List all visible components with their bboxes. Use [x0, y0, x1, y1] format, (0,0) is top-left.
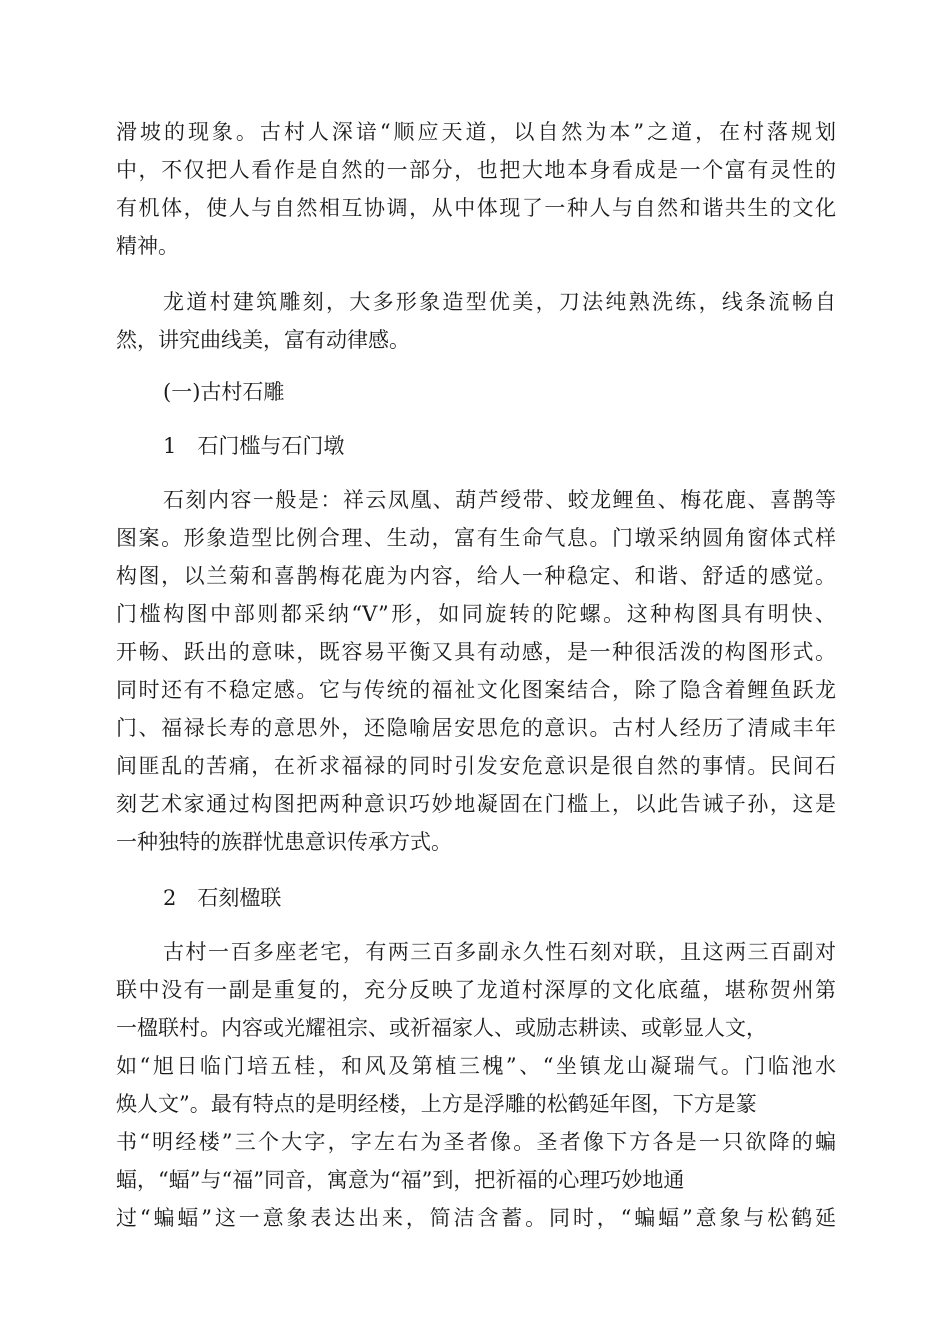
text-line: 门槛构图中部则都采纳“V”形，如同旋转的陀螺。这种构图具有明快、 — [116, 602, 836, 626]
text-line: 古村一百多座老宅，有两三百多副永久性石刻对联，且这两三百副对 — [163, 940, 836, 964]
text-line: 如“旭日临门培五桂，和风及第植三槐”、“坐镇龙山凝瑞气。门临池水 — [116, 1054, 836, 1078]
text-line: 滑坡的现象。古村人深谙“顺应天道，以自然为本”之道，在村落规划 — [116, 120, 836, 144]
text-line: 图案。形象造型比例合理、生动，富有生命气息。门墩采纳圆角窗体式样 — [116, 526, 836, 550]
text-line: 一种独特的族群忧患意识传承方式。 — [116, 830, 452, 854]
text-line: 间匪乱的苦痛，在祈求福禄的同时引发安危意识是很自然的事情。民间石 — [116, 754, 836, 778]
text-line: 龙道村建筑雕刻，大多形象造型优美，刀法纯熟洗练，线条流畅自 — [163, 290, 836, 314]
text-line: 一楹联村。内容或光耀祖宗、或祈福家人、或励志耕读、或彰显人文， — [116, 1016, 767, 1040]
text-line: 构图，以兰菊和喜鹊梅花鹿为内容，给人一种稳定、和谐、舒适的感觉。 — [116, 564, 836, 588]
text-line: 过“蝙蝠”这一意象表达出来，简洁含蓄。同时，“蝙蝠”意象与松鹤延 — [116, 1206, 836, 1230]
subsection-heading: 1 石门槛与石门墩 — [163, 434, 345, 458]
text-line: 中，不仅把人看作是自然的一部分，也把大地本身看成是一个富有灵性的 — [116, 158, 836, 182]
text-line: 书“明经楼”三个大字，字左右为圣者像。圣者像下方各是一只欲降的蝙 — [116, 1130, 836, 1154]
text-line: 刻艺术家通过构图把两种意识巧妙地凝固在门槛上，以此告诫子孙，这是 — [116, 792, 836, 816]
text-line: 精神。 — [116, 234, 179, 258]
text-line: 然，讲究曲线美，富有动律感。 — [116, 328, 410, 352]
text-line: 同时还有不稳定感。它与传统的福祉文化图案结合，除了隐含着鲤鱼跃龙 — [116, 678, 836, 702]
text-line: 开畅、跃出的意味，既容易平衡又具有动感，是一种很活泼的构图形式。 — [116, 640, 836, 664]
section-heading: (一)古村石雕 — [163, 380, 285, 404]
text-line: 有机体，使人与自然相互协调，从中体现了一种人与自然和谐共生的文化 — [116, 196, 836, 220]
text-line: 焕人文”。最有特点的是明经楼，上方是浮雕的松鹤延年图，下方是篆 — [116, 1092, 757, 1116]
text-line: 石刻内容一般是：祥云凤凰、葫芦绶带、蛟龙鲤鱼、梅花鹿、喜鹊等 — [163, 488, 836, 512]
text-line: 蝠，“蝠”与“福”同音，寓意为“福”到，把祈福的心理巧妙地通 — [116, 1168, 685, 1192]
text-line: 门、福禄长寿的意思外，还隐喻居安思危的意识。古村人经历了清咸丰年 — [116, 716, 836, 740]
subsection-heading: 2 石刻楹联 — [163, 886, 282, 910]
text-line: 联中没有一副是重复的，充分反映了龙道村深厚的文化底蕴，堪称贺州第 — [116, 978, 836, 1002]
